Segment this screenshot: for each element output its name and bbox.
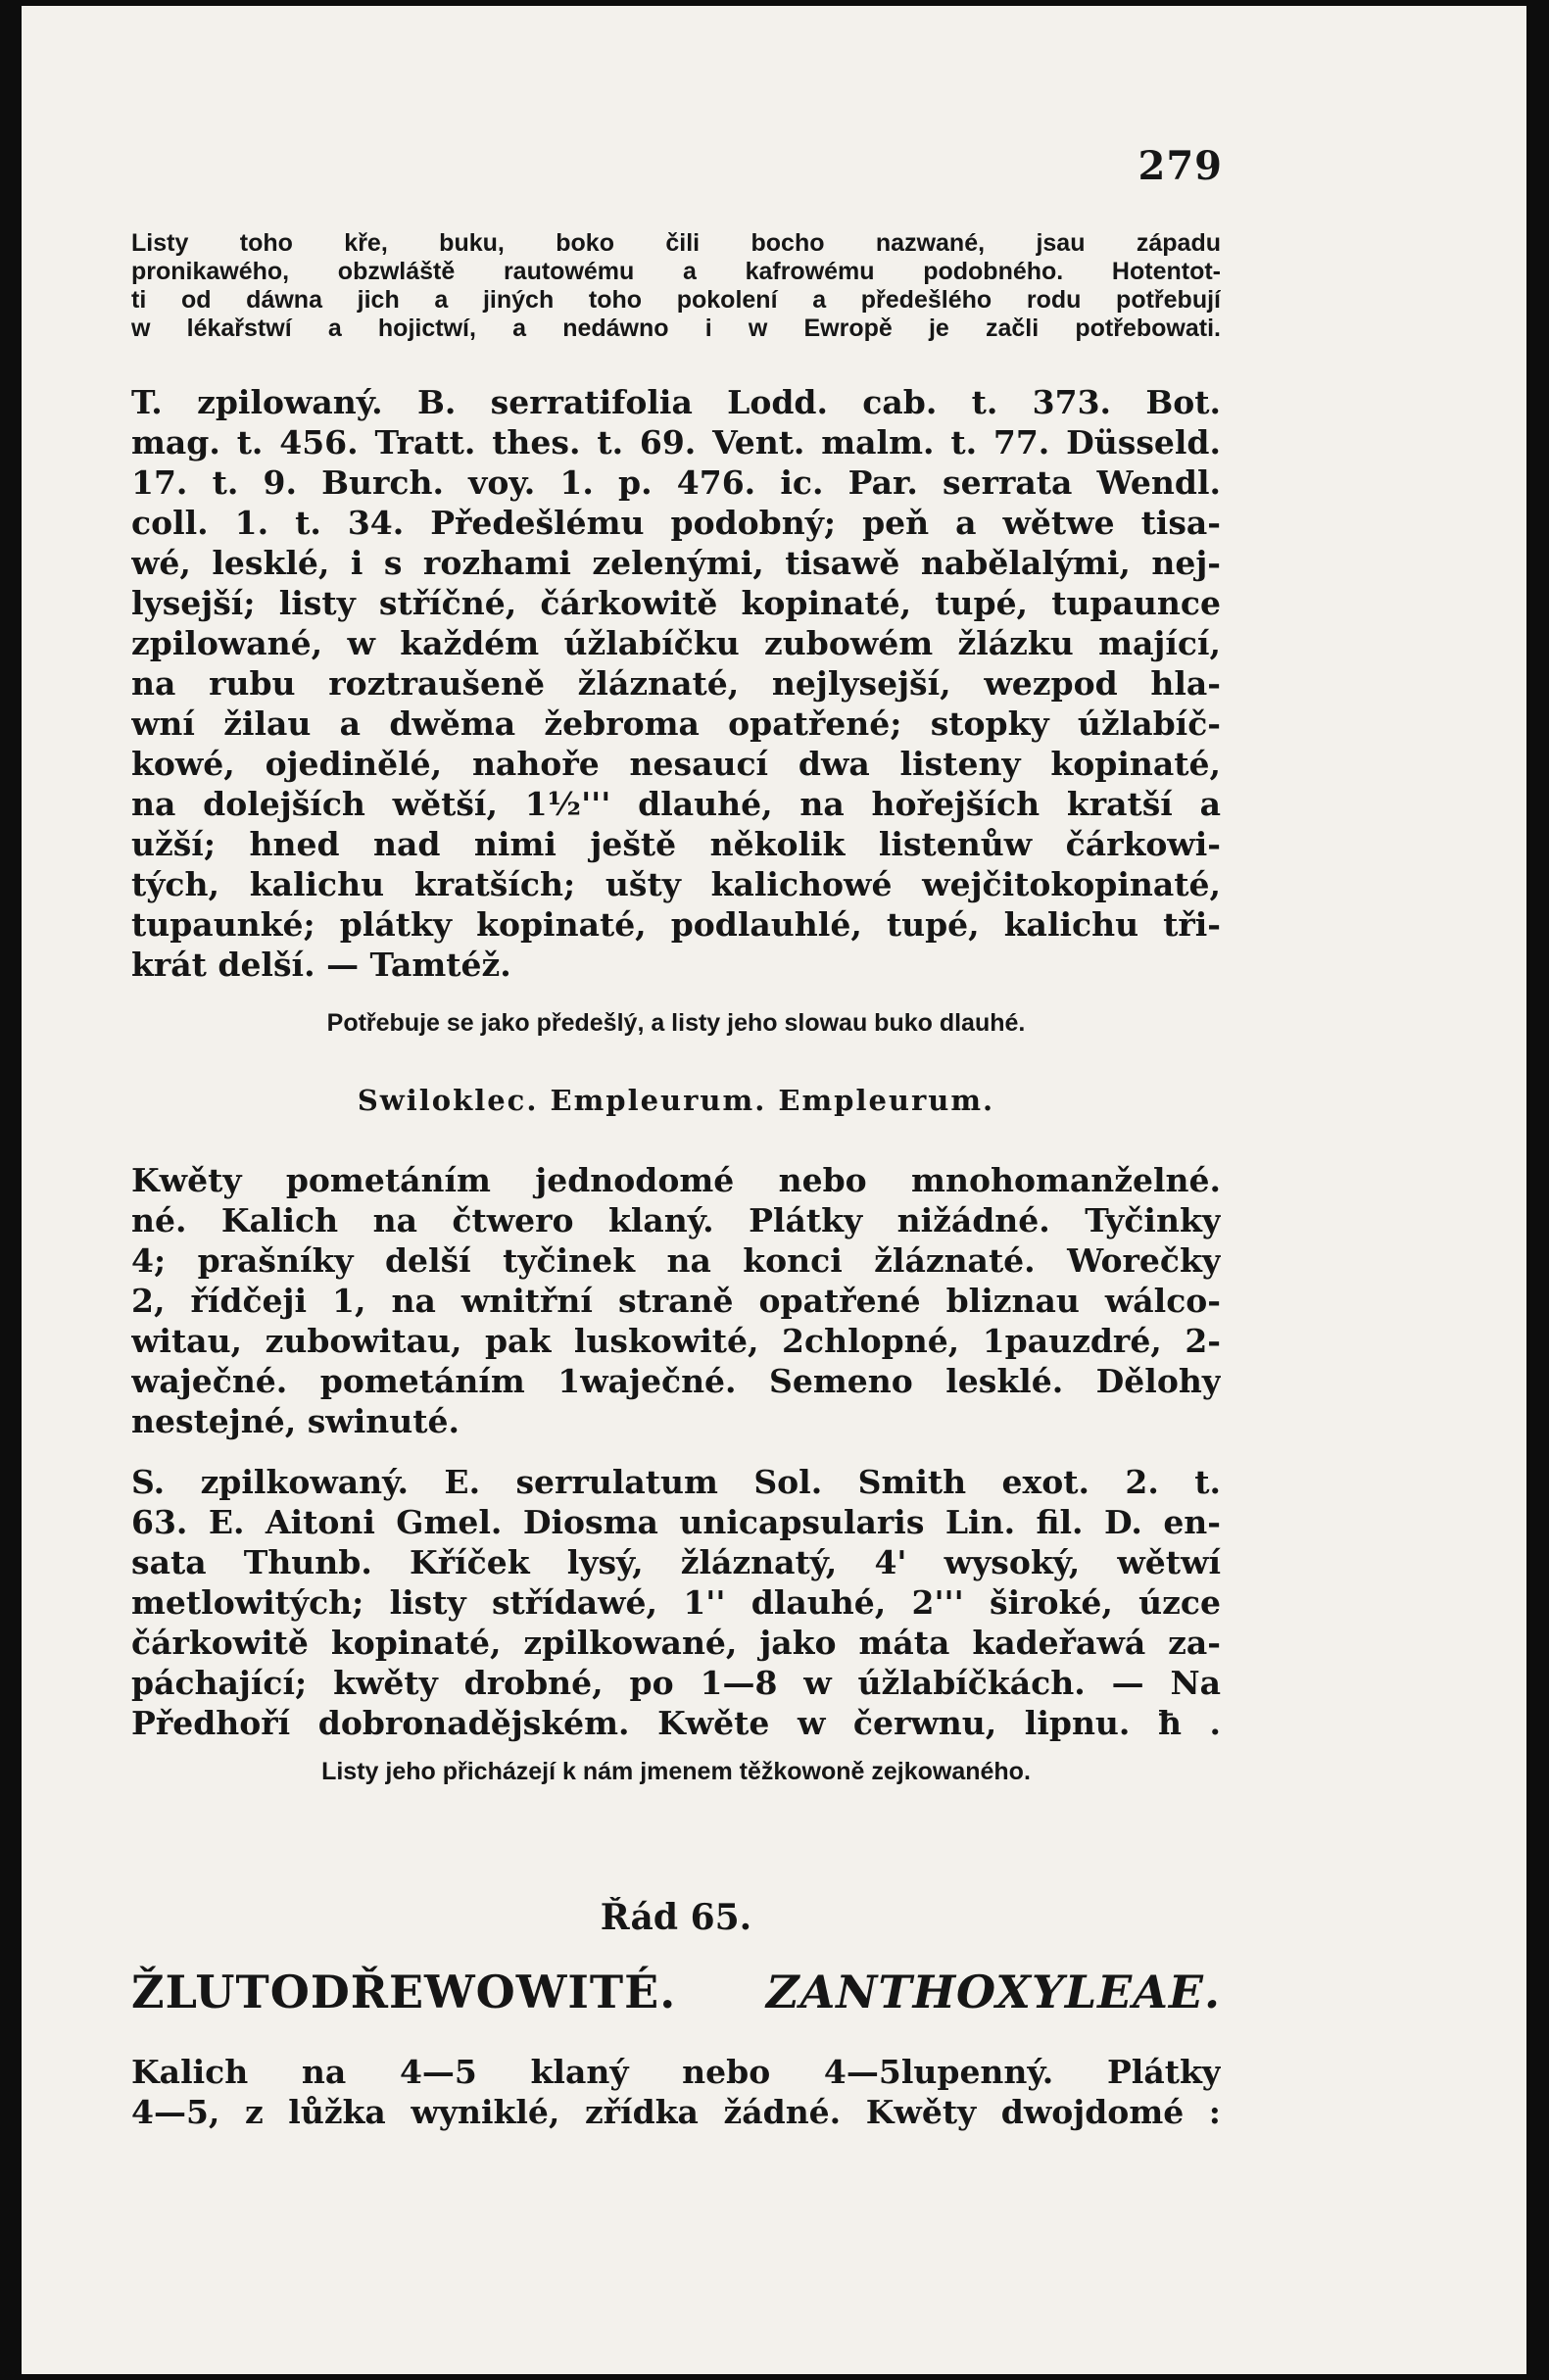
family-title-line [131, 1966, 1221, 2018]
heading-text: Swiloklec. Empleurum. Empleurum. [357, 1084, 995, 1117]
order-heading [131, 1897, 1221, 1938]
genus-heading [131, 1084, 1221, 1117]
text-line: Listy jeho přicházejí k nám jmenem těžkowoně zejkowaného. [321, 1758, 1031, 1785]
text-line: krát delší. — Tamtéž. [131, 946, 511, 984]
text-line: wní žilau a dwěma žebroma opatřené; stopky úžlabíč- [131, 704, 1221, 743]
text-line: mag. t. 456. Tratt. thes. t. 69. Vent. malm. t. 77. Düsseld. [131, 423, 1221, 461]
intro-note [131, 229, 1221, 343]
species-1-paragraph [131, 382, 1221, 985]
text-line: Kwěty pometáním jednodomé nebo mnohomanželné. [131, 1161, 1221, 1199]
text-line: Kalich na 4—5 klaný nebo 4—5lupenný. Plátky [131, 2053, 1221, 2091]
text-line: metlowitých; listy střídawé, 1'' dlauhé, 2''' široké, úzce [131, 1583, 1221, 1622]
text-line: 17. t. 9. Burch. voy. 1. p. 476. ic. Par. serrata Wendl. [131, 463, 1221, 502]
text-line: zpilowané, w každém úžlabíčku zubowém žlázku mající, [131, 624, 1221, 662]
text-line: páchající; kwěty drobné, po 1—8 w úžlabíčkách. — Na [131, 1664, 1221, 1702]
text-line: čárkowitě kopinaté, zpilkowané, jako máta kadeřawá za- [131, 1624, 1221, 1662]
page-number: 279 [1138, 143, 1223, 189]
text-line: 4; prašníky delší tyčinek na konci žláznaté. Worečky [131, 1241, 1221, 1280]
text-line: Předhoří dobronadějském. Kwěte w čerwnu, lipnu. ħ . [131, 1704, 1221, 1742]
text-line: T. zpilowaný. B. serratifolia Lodd. cab. t. 373. Bot. [131, 383, 1221, 421]
text-line: Potřebuje se jako předešlý, a listy jeho slowau buko dlauhé. [326, 1009, 1026, 1037]
text-line: Listy toho kře, buku, boko čili bocho nazwané, jsau západu [131, 229, 1221, 257]
family-heading [131, 1966, 1221, 2018]
text-line: nestejné, swinuté. [131, 1402, 460, 1440]
text-line: coll. 1. t. 34. Předešlému podobný; peň a wětwe tisa- [131, 504, 1221, 542]
family-czech-name: ŽLUTODŘEWOWITÉ. [131, 1966, 677, 2018]
text-line: tupaunké; plátky kopinaté, podlauhlé, tupé, kalichu tři- [131, 905, 1221, 944]
text-line: 4—5, z lůžka wyniklé, zřídka žádné. Kwěty dwojdomé : [131, 2093, 1221, 2131]
species-1-note [131, 1009, 1221, 1038]
text-line: užší; hned nad nimi ještě několik listenůw čárkowi- [131, 825, 1221, 863]
text-line: S. zpilkowaný. E. serrulatum Sol. Smith exot. 2. t. [131, 1463, 1221, 1501]
heading-text: Řád 65. [600, 1897, 752, 1938]
family-description [131, 2052, 1221, 2132]
text-line: kowé, ojedinělé, nahoře nesaucí dwa listeny kopinaté, [131, 745, 1221, 783]
text-line: wé, lesklé, i s rozhami zelenými, tisawě nabělalými, nej- [131, 544, 1221, 582]
text-line: lysejší; listy stříčné, čárkowitě kopinaté, tupé, tupaunce [131, 584, 1221, 622]
text-line: sata Thunb. Kříček lysý, žláznatý, 4' wysoký, wětwí [131, 1543, 1221, 1581]
text-line: witau, zubowitau, pak luskowité, 2chlopné, 1pauzdré, 2- [131, 1322, 1221, 1360]
text-line: waječné. pometáním 1waječné. Semeno lesklé. Dělohy [131, 1362, 1221, 1400]
text-line: na rubu roztraušeně žláznaté, nejlysejší, wezpod hla- [131, 664, 1221, 703]
text-line: na dolejších wětší, 1½''' dlauhé, na hořejších kratší a [131, 785, 1221, 823]
species-2-note [131, 1758, 1221, 1786]
text-line: tých, kalichu kratších; ušty kalichowé wejčitokopinaté, [131, 865, 1221, 903]
text-line: w lékařstwí a hojictwí, a nedáwno i w Ewropě je začli potřebowati. [131, 315, 1221, 342]
text-line: 2, řídčeji 1, na wnitřní straně opatřené bliznau wálco- [131, 1282, 1221, 1320]
book-page [22, 6, 1526, 2374]
text-line: 63. E. Aitoni Gmel. Diosma unicapsularis Lin. fil. D. en- [131, 1503, 1221, 1541]
text-line: ti od dáwna jich a jiných toho pokolení a předešlého rodu potřebují [131, 286, 1221, 314]
family-latin-name: ZANTHOXYLEAE. [766, 1966, 1221, 2018]
species-2-paragraph [131, 1462, 1221, 1743]
genus-description [131, 1160, 1221, 1441]
text-line: né. Kalich na čtwero klaný. Plátky nižádné. Tyčinky [131, 1201, 1221, 1239]
text-line: pronikawého, obzwláště rautowému a kafrowému podobného. Hotentot- [131, 258, 1221, 285]
